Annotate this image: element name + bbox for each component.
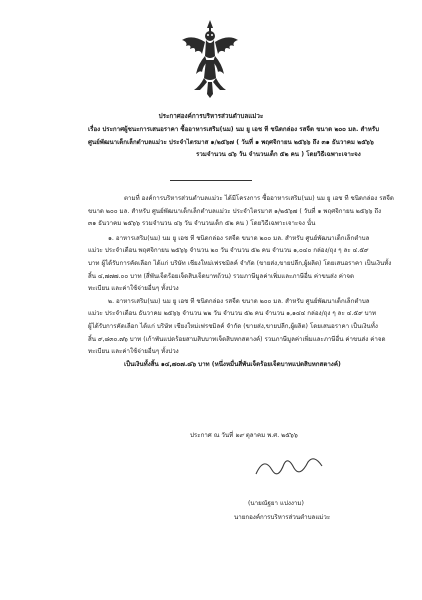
grand-total-line: เป็นเงินทั้งสิ้น ๑๔,๗๐๗.๘๖ บาท (หนึ่งหมื่นสี่พันเจ็ดร้อยเจ็ดบาทแปดสิบหกสตางค์)	[124, 360, 341, 368]
item-1-line: บาท ผู้ได้รับการคัดเลือก ได้แก่ บริษัท เชียงใหม่เฟรชมิลค์ จำกัด (ขายส่ง,ขายปลีก,ผู้ผลิต) โดยเสนอราคา เป็นเงินทั้ง	[88, 259, 392, 267]
announcement-issuer-title: ประกาศองค์การบริหารส่วนตำบลแม่วะ	[158, 113, 264, 120]
item-1-line: สิ้น ๔,๗๗๗.๐๐ บาท (สี่พันเจ็ดร้อยเจ็ดสิบเจ็ดบาทถ้วน) รวมภาษีมูลค่าเพิ่มและภาษีอื่น ค่าขนส่ง ค่าจด	[88, 272, 354, 280]
item-2-line: ๒. อาหารเสริม(นม) นม ยู เอช ที ชนิดกล่อง รสจืด ขนาด ๒๐๐ มล. สำหรับ ศูนย์พัฒนาเด็กเล็กตำบล	[108, 297, 370, 305]
date-prefix: ประกาศ ณ วันที่	[190, 432, 234, 439]
announcement-date	[190, 430, 298, 440]
handwritten-signature-icon	[252, 452, 326, 482]
item-2-line: ทะเบียน และค่าใช้จ่ายอื่นๆ ทั้งปวง	[88, 348, 179, 356]
announcement-subject	[88, 124, 384, 162]
date-day-handwritten: ๒๙	[235, 432, 244, 439]
section-divider	[170, 180, 252, 181]
item-2-line: ผู้ได้รับการคัดเลือก ได้แก่ บริษัท เชียงใหม่เฟรชมิลค์ จำกัด (ขายส่ง,ขายปลีก,ผู้ผลิต) โดยเสนอราคา เป็นเงินทั้ง	[88, 322, 378, 330]
item-1-line: ๑. อาหารเสริม(นม) นม ยู เอช ที ชนิดกล่อง รสจืด ขนาด ๒๐๐ มล. สำหรับ ศูนย์พัฒนาเด็กเล็กตำบล	[108, 234, 370, 242]
announcement-body	[88, 193, 394, 371]
subject-line: ศูนย์พัฒนาเด็กเล็กตำบลแม่วะ ประจำไตรมาส ๑/๒๕๖๗ ( วันที่ ๑ พฤศจิกายน ๒๕๖๖ ถึง ๓๑ ธันวาคม ๒๕๖๖	[88, 138, 374, 146]
date-month-year: ตุลาคม พ.ศ. ๒๕๖๖	[245, 432, 298, 439]
item-1-line: แม่วะ ประจำเดือน พฤศจิกายน ๒๕๖๖ จำนวน ๒๐ วัน จำนวน ๕๒ คน จำนวน ๑,๐๔๐ กล่อง/ถุง ๆ ละ ๔.๕๙	[88, 247, 369, 255]
item-2-line: แม่วะ ประจำเดือน ธันวาคม ๒๕๖๖ จำนวน ๒๒ วัน จำนวน ๕๒ คน จำนวน ๑,๑๔๔ กล่อง/ถุง ๆ ละ ๔.๕๙ บาท	[88, 310, 377, 318]
signer-title: นายกองค์การบริหารส่วนตำบลแม่วะ	[234, 514, 331, 521]
subject-line: เรื่อง ประกาศผู้ชนะการเสนอราคา ซื้ออาหารเสริม(นม) นม ยู เอช ที ชนิดกล่อง รสจืด ขนาด ๒๐๐ มล. สำหรับ	[88, 126, 380, 133]
item-2-line: สิ้น ๙,๘๓๐.๗๖ บาท (เก้าพันแปดร้อยสามสิบบาทเจ็ดสิบหกสตางค์) รวมภาษีมูลค่าเพิ่มและภาษีอื่น ค่าขนส่ง ค่าจด	[88, 335, 386, 343]
item-1-line: ทะเบียน และค่าใช้จ่ายอื่นๆ ทั้งปวง	[88, 285, 179, 293]
signer-name: (นายณัฐยา แปงงาม)	[248, 500, 304, 507]
subject-line: รวมจำนวน ๔๖ วัน จำนวนเด็ก ๕๒ คน ) โดยวิธีเฉพาะเจาะจง	[196, 151, 361, 159]
body-line: ตามที่ องค์การบริหารส่วนตำบลแม่วะ ได้มีโครงการ ซื้ออาหารเสริม(นม) นม ยู เอช ที ชนิดกล่อง รสจืด	[124, 195, 394, 202]
body-line: ขนาด ๒๐๐ มล. สำหรับ ศูนย์พัฒนาเด็กเล็กตำบลแม่วะ ประจำไตรมาส ๑/๒๕๖๗ ( วันที่ ๑ พฤศจิกายน ๒๕๖๖ ถึง	[88, 207, 382, 215]
body-line: ๓๑ ธันวาคม ๒๕๖๖ รวมจำนวน ๔๖ วัน จำนวนเด็ก ๕๒ คน ) โดยวิธีเฉพาะเจาะจง นั้น	[88, 220, 316, 228]
garuda-emblem-icon	[178, 16, 242, 100]
